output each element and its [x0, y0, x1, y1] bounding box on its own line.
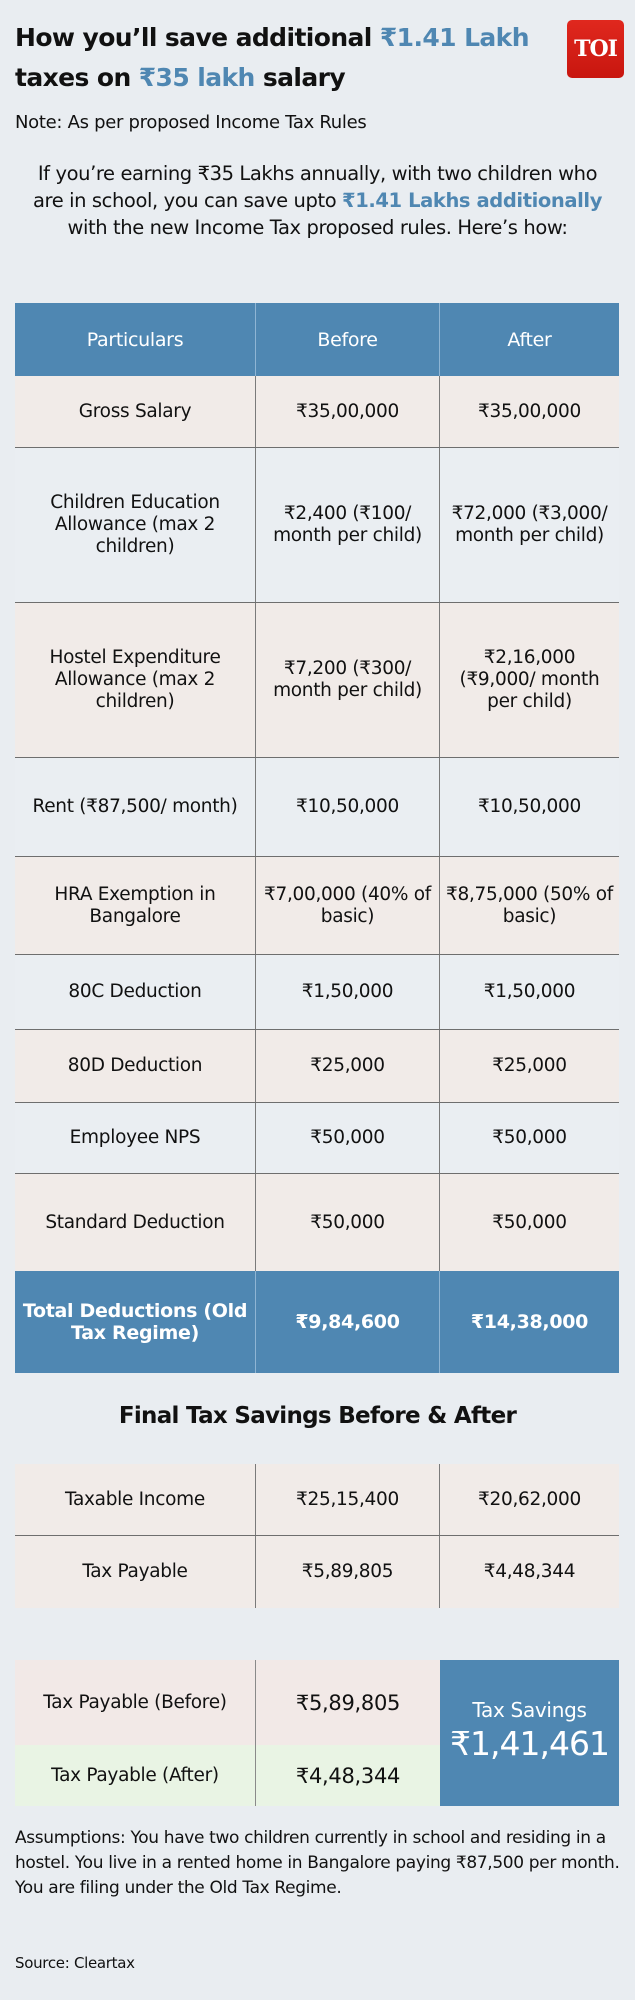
row-after: ₹8,75,000 (50% of basic)	[446, 883, 613, 927]
row-before: ₹25,15,400	[256, 1464, 440, 1535]
row-after: ₹20,62,000	[478, 1488, 581, 1510]
total-label: Total Deductions (Old Tax Regime)	[15, 1271, 256, 1373]
row-before: ₹50,000	[256, 1174, 440, 1271]
intro-text: If you’re earning ₹35 Lakhs annually, with two children who are in school, you can save upto	[32, 162, 598, 212]
headline-text: How you’ll save additional	[15, 23, 380, 52]
intro-paragraph	[20, 160, 615, 241]
header-before: Before	[256, 303, 440, 376]
tax-payable-before-value: ₹5,89,805	[295, 1690, 401, 1715]
row-particular: HRA Exemption in Bangalore	[15, 857, 256, 954]
tax-savings-value: ₹1,41,461	[450, 1723, 609, 1763]
row-after: ₹35,00,000	[478, 400, 581, 422]
table-row	[15, 758, 619, 857]
row-particular: 80D Deduction	[15, 1030, 256, 1102]
deductions-table	[15, 303, 619, 1373]
row-particular: Rent (₹87,500/ month)	[15, 758, 256, 856]
final-table	[15, 1464, 619, 1608]
row-particular: 80C Deduction	[15, 955, 256, 1029]
row-particular: Hostel Expenditure Allowance (max 2 children)	[15, 603, 256, 757]
row-before: ₹35,00,000	[256, 376, 440, 447]
row-after: ₹25,000	[492, 1055, 567, 1076]
headline-highlight-savings: ₹1.41 Lakh	[379, 23, 529, 52]
note-text: Note: As per proposed Income Tax Rules	[15, 112, 367, 133]
table-row	[15, 857, 619, 955]
row-particular: Standard Deduction	[15, 1174, 256, 1271]
tax-savings-box	[440, 1660, 619, 1806]
table-row	[15, 376, 619, 448]
row-before: ₹25,000	[256, 1030, 440, 1102]
row-before: ₹7,00,000 (40% of basic)	[256, 857, 440, 954]
headline-text: taxes on	[15, 63, 139, 92]
tax-payable-before-label: Tax Payable (Before)	[15, 1660, 256, 1745]
row-after: ₹10,50,000	[478, 796, 581, 817]
row-before: ₹50,000	[256, 1103, 440, 1173]
header-particulars: Particulars	[15, 303, 256, 376]
table-row	[15, 1536, 619, 1608]
row-before: ₹7,200 (₹300/ month per child)	[256, 603, 440, 757]
table-row	[15, 448, 619, 603]
intro-highlight: ₹1.41 Lakhs additionally	[342, 189, 603, 212]
final-section-title: Final Tax Savings Before & After	[118, 1403, 517, 1429]
tax-payable-comparison	[15, 1660, 440, 1806]
tax-payable-after-value: ₹4,48,344	[295, 1763, 401, 1788]
table-row	[15, 1103, 619, 1174]
row-after: ₹50,000	[492, 1211, 567, 1233]
row-particular: Gross Salary	[15, 376, 256, 447]
total-after: ₹14,38,000	[470, 1311, 589, 1333]
row-after: ₹72,000 (₹3,000/ month per child)	[451, 503, 608, 546]
tax-payable-before-row	[15, 1660, 440, 1745]
source-text: Source: Cleartax	[15, 1954, 135, 1972]
table-row	[15, 955, 619, 1030]
table-row	[15, 1030, 619, 1103]
row-particular: Employee NPS	[15, 1103, 256, 1173]
row-before: ₹5,89,805	[256, 1536, 440, 1608]
row-particular: Taxable Income	[15, 1464, 256, 1535]
row-before: ₹2,400 (₹100/ month per child)	[256, 448, 440, 602]
row-particular: Children Education Allowance (max 2 children)	[15, 448, 256, 602]
savings-summary	[15, 1660, 619, 1806]
tax-savings-label: Tax Savings	[472, 1697, 587, 1722]
headline-text: salary	[254, 63, 346, 92]
row-after: ₹50,000	[492, 1127, 567, 1148]
assumptions-text: Assumptions: You have two children currently in school and residing in a hostel. You live in a rented home in Bangalore paying ₹87,500 per month. You are filing under the Old Tax Regime.	[15, 1828, 620, 1898]
table-row	[15, 1174, 619, 1271]
table-row	[15, 1464, 619, 1536]
row-after: ₹1,50,000	[483, 981, 576, 1002]
row-particular: Tax Payable	[15, 1536, 256, 1608]
logo-text: TOI	[574, 36, 617, 62]
tax-payable-after-label: Tax Payable (After)	[15, 1745, 256, 1806]
row-before: ₹10,50,000	[256, 758, 440, 856]
headline-highlight-salary: ₹35 lakh	[138, 63, 255, 92]
total-before: ₹9,84,600	[256, 1271, 440, 1373]
header-after: After	[507, 328, 552, 351]
row-after: ₹2,16,000 (₹9,000/ month per child)	[459, 647, 600, 712]
intro-text: with the new Income Tax proposed rules. Here’s how:	[67, 216, 568, 239]
row-before: ₹1,50,000	[256, 955, 440, 1029]
toi-logo-icon	[567, 20, 624, 78]
table-header-row	[15, 303, 619, 376]
table-row	[15, 603, 619, 758]
row-after: ₹4,48,344	[483, 1561, 576, 1582]
headline	[15, 18, 560, 98]
tax-payable-after-row	[15, 1745, 440, 1806]
total-row	[15, 1271, 619, 1373]
